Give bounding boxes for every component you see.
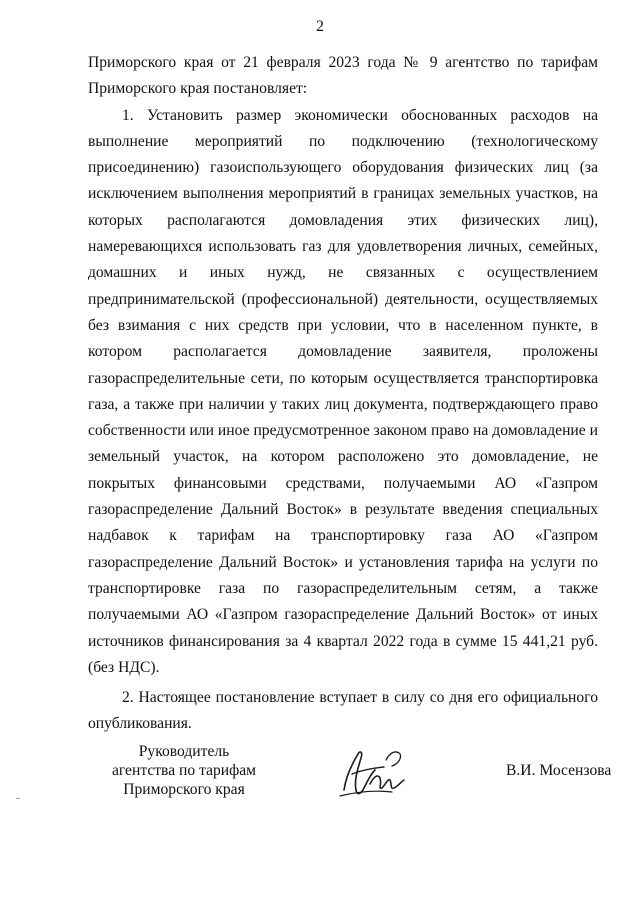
signatory-title (104, 742, 264, 799)
signatory-name: В.И. Мосензова (506, 762, 612, 779)
document-body (88, 50, 598, 738)
margin-mark (16, 798, 20, 799)
signatory-title-line: агентства по тарифам (111, 762, 257, 779)
paragraph-item-1: 1. Установить размер экономически обоснованных расходов на выполнение мероприятий по подключению (технологическому присоединению) газоиспользующего оборудования физических лиц (за исключением выполнения мероприятий в границах земельных участков, на которых располагаются домовладения этих физических лиц), намеревающихся использовать газ для удовлетворения личных, семейных, домашних и иных нужд, не связанных с осуществлением предпринимательской (профессиональной) деятельности, осуществляемых без взимания с них средств при условии, что в населенном пункте, в котором располагается домовладение заявителя, проложены газораспределительные сети, по которым осуществляется транспортировка газа, а также при наличии у таких лиц документа, подтверждающего право собственности или иное предусмотренное законом право на домовладение и земельный участок, на котором расположено это домовладение, не покрытых финансовыми средствами, получаемыми АО «Газпром газораспределение Дальний Восток» в результате введения специальных надбавок к тарифам на транспортировку газа АО «Газпром газораспределение Дальний Восток» и установления тарифа на услуги по транспортировке газа по газораспределительным сетям, а также получаемыми АО «Газпром газораспределение Дальний Восток» от иных источников финансирования за 4 квартал 2022 года в сумме 15 441,21 руб. (без НДС). (88, 106, 598, 676)
paragraph-intro: Приморского края от 21 февраля 2023 года № 9 агентство по тарифам Приморского края постановляет: (88, 54, 598, 98)
handwritten-signature (330, 740, 420, 804)
paragraph-item-2: 2. Настоящее постановление вступает в силу со дня его официального опубликования. (88, 689, 598, 733)
page-number: 2 (316, 18, 324, 35)
signatory-title-line: Приморского края (123, 781, 245, 798)
signatory-title-line: Руководитель (138, 743, 230, 760)
